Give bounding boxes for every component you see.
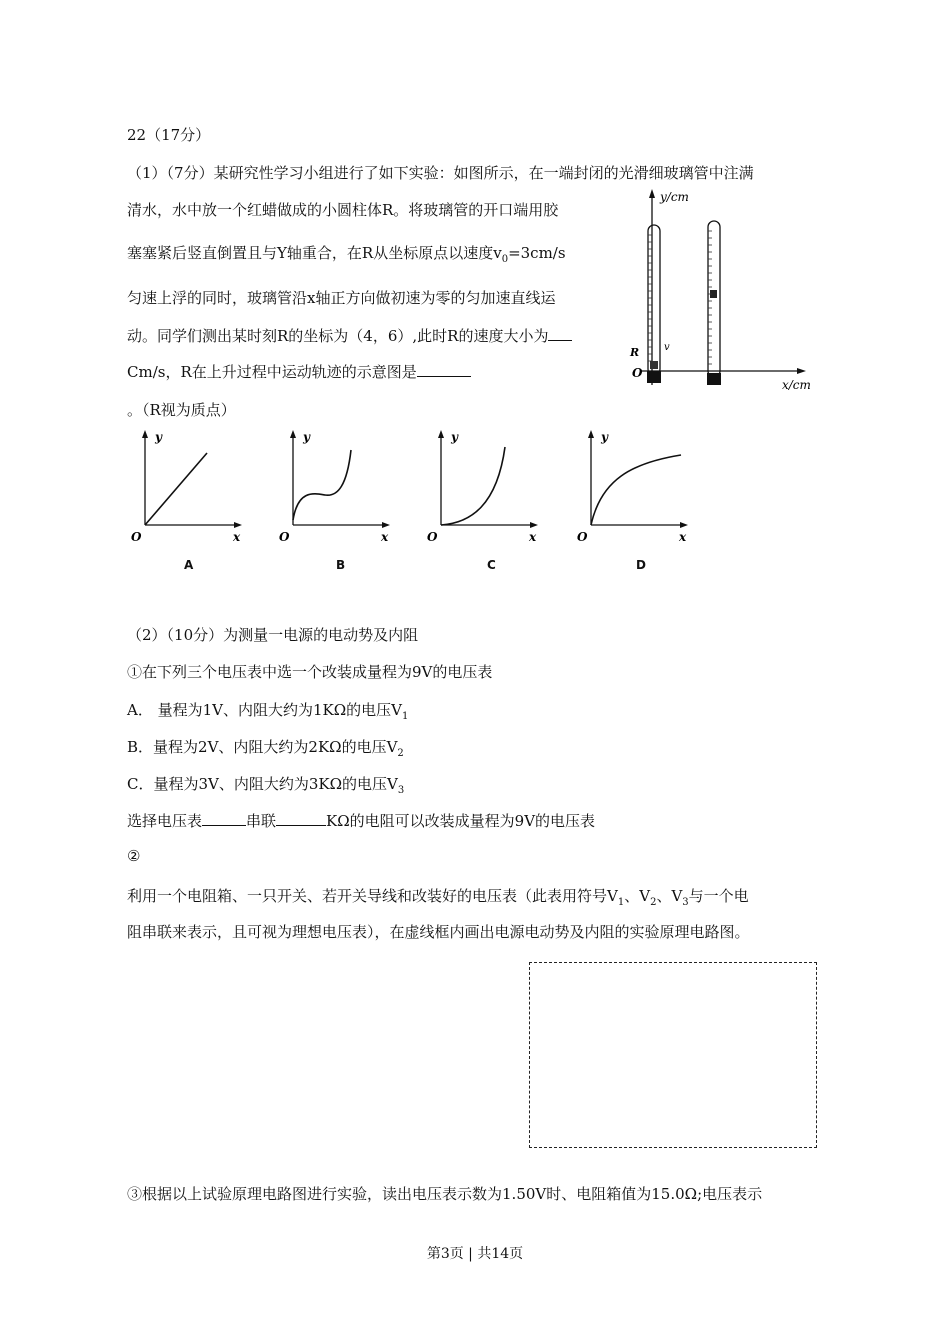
svg-text:O: O [577, 530, 588, 544]
apparatus-r-label: R [630, 346, 640, 359]
part1-line1: （1）（7分）某研究性学习小组进行了如下实验：如图所示，在一端封闭的光滑细玻璃管中注满 [127, 164, 754, 182]
question-header: 22（17分） [127, 126, 211, 144]
part1-line3: 塞塞紧后竖直倒置且与Y轴重合，在R从坐标原点以速度$v_0=3cm/s$ [127, 244, 566, 265]
part2-step3: ③根据以上试验原理电路图进行实验，读出电压表示数为1.50V时、电阻箱值为15.0Ω;电压表示 [127, 1185, 763, 1203]
apparatus-figure [620, 185, 830, 400]
svg-text:x: x [233, 530, 241, 544]
part1-line6: Cm/s，R在上升过程中运动轨迹的示意图是 [127, 361, 471, 382]
graph-label-c: C [487, 558, 496, 572]
svg-text:O: O [279, 530, 290, 544]
svg-text:y: y [303, 430, 310, 444]
apparatus-x-label: x/cm [782, 378, 811, 392]
part1-line2: 清水，水中放一个红蜡做成的小圆柱体R。将玻璃管的开口端用胶 [127, 201, 559, 219]
answer-blank-trajectory[interactable] [417, 362, 471, 377]
svg-text:y: y [155, 430, 162, 444]
graph-label-a: A [184, 558, 194, 572]
svg-text:y: y [601, 430, 608, 444]
graph-label-b: B [336, 558, 346, 572]
answer-blank-speed[interactable] [548, 326, 572, 341]
part1-line4: 匀速上浮的同时，玻璃管沿x轴正方向做初速为零的匀加速直线运 [127, 289, 556, 307]
part1-line5: 动。同学们测出某时刻R的坐标为（4，6）,此时R的速度大小为 [127, 325, 572, 346]
part2-step1: ①在下列三个电压表中选一个改装成量程为9V的电压表 [127, 663, 493, 681]
graph-d[interactable] [577, 430, 688, 544]
graph-c[interactable] [427, 430, 538, 544]
apparatus-origin: O [632, 366, 643, 380]
option-c: C．量程为3V、内阻大约为3KΩ的电压$V_3$ [127, 775, 405, 796]
answer-blank-voltmeter[interactable] [202, 811, 246, 826]
svg-text:O: O [427, 530, 438, 544]
svg-text:x: x [529, 530, 537, 544]
graph-options [125, 425, 705, 580]
answer-blank-resistance[interactable] [276, 811, 326, 826]
option-a: A． 量程为1V、内阻大约为1KΩ的电压$V_1$ [127, 701, 409, 722]
apparatus-y-label: y/cm [660, 190, 689, 204]
circuit-drawing-box[interactable] [529, 962, 817, 1148]
part2-step2-line2: 阻串联来表示，且可视为理想电压表），在虚线框内画出电源电动势及内阻的实验原理电路图。 [127, 923, 750, 941]
part1-line7: 。（R视为质点） [127, 401, 236, 419]
select-line: 选择电压表 串联 KΩ的电阻可以改装成量程为9V的电压表 [127, 812, 596, 830]
svg-text:O: O [131, 530, 142, 544]
graph-label-d: D [636, 558, 646, 572]
option-b: B．量程为2V、内阻大约为2KΩ的电压$V_2$ [127, 738, 404, 759]
tube-stopper-right [707, 373, 721, 385]
part2-title: （2）（10分）为测量一电源的电动势及内阻 [127, 626, 419, 644]
glass-tube-right [708, 221, 720, 377]
part2-step2-marker: ② [127, 847, 141, 865]
part2-step2-line1: 利用一个电阻箱、一只开关、若开关导线和改装好的电压表（此表用符号$V_1$、$V_2$、$V_3$与一个电 [127, 887, 749, 908]
graph-a[interactable] [131, 430, 242, 544]
graph-b[interactable] [279, 430, 390, 544]
page-footer: 第3页 | 共14页 [426, 1246, 524, 1262]
svg-text:y: y [451, 430, 458, 444]
svg-text:x: x [381, 530, 389, 544]
apparatus-v-label: v [664, 342, 670, 353]
svg-text:x: x [679, 530, 687, 544]
glass-tube-left [648, 225, 660, 375]
tube-stopper-left [647, 371, 661, 383]
